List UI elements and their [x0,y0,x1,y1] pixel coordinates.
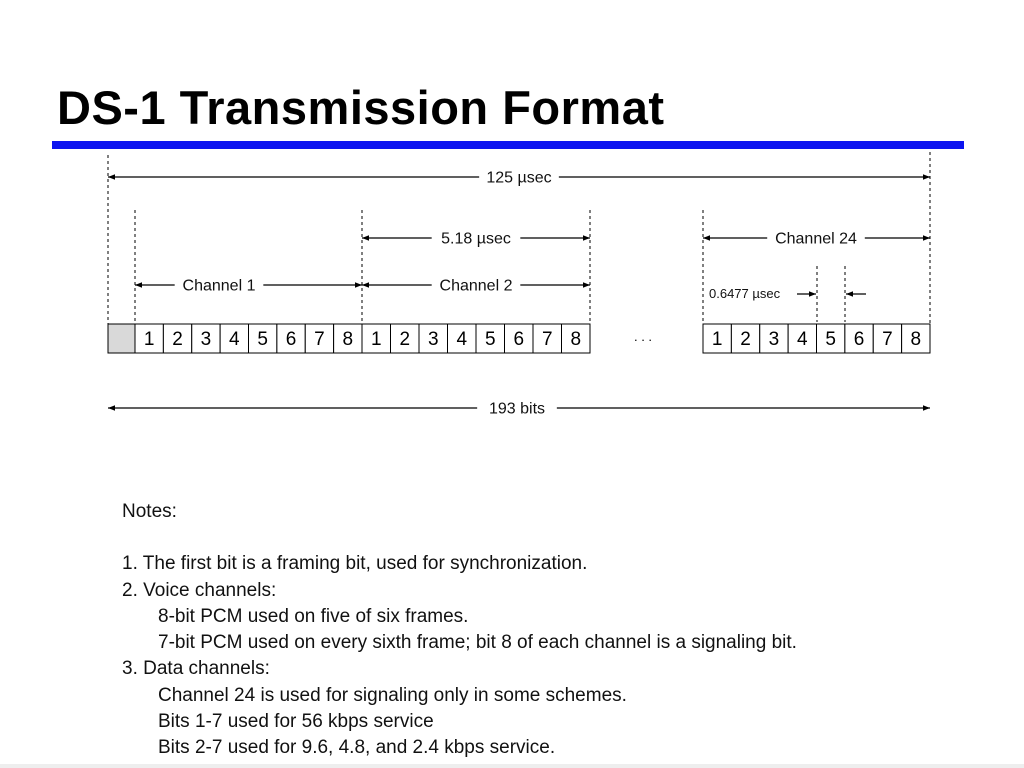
channel-24-bit-label: 1 [711,329,723,350]
channel-24-bit-label: 3 [768,329,780,350]
channel-2-bit-label: 3 [427,329,439,350]
frame-length-label: 193 bits [488,400,546,418]
channel-24-bit-label: 7 [882,329,893,350]
channel-1-bit-label: 7 [314,329,325,350]
notes-section [122,499,942,762]
note-item: 2. Voice channels: [122,579,277,601]
bit-duration-label: 0.6477 µsec [709,286,781,301]
channel-1-bit-label: 8 [342,329,354,350]
notes-spacer [122,525,942,551]
channel-2-bit-label: 1 [370,329,382,350]
note-subitem: 8-bit PCM used on five of six frames. [158,605,469,627]
note-subitem: 7-bit PCM used on every sixth frame; bit 8 of each channel is a signaling bit. [158,632,797,654]
framing-bit-box [108,324,135,353]
ellipsis: . . . [633,329,653,344]
channel-2-bit-label: 4 [456,329,468,350]
channel-2-bit-label: 7 [541,329,553,350]
channel-2-bit-label: 2 [399,329,411,350]
dimension-arrows [108,170,930,418]
note-subitem: Bits 2-7 used for 9.6, 4.8, and 2.4 kbps service. [158,737,556,759]
channel-24-bit-label: 5 [825,329,836,350]
channel-24-bit-label: 4 [797,329,808,350]
bit-cells [108,324,930,353]
footer-rule [0,764,1024,768]
channel-1-bit-label: 1 [143,329,155,350]
frame-duration-label: 125 µsec [486,169,552,187]
channel-2-bit-label: 6 [513,329,525,350]
note-subitem: Channel 24 is used for signaling only in some schemes. [158,684,627,706]
note-item: 3. Data channels: [122,658,270,680]
note-subitem: Bits 1-7 used for 56 kbps service [158,711,434,733]
channel-24-bit-label: 8 [910,329,922,350]
channel-2-label: Channel 2 [439,277,513,295]
channel-1-bit-label: 2 [172,329,183,350]
channel-1-bit-label: 4 [229,329,240,350]
channel-2-bit-label: 5 [484,329,496,350]
slide-title: DS-1 Transmission Format [57,81,665,134]
channel-24-bit-label: 2 [740,329,751,350]
channel-1-label: Channel 1 [182,277,256,295]
channel-1-bit-label: 5 [257,329,268,350]
channel-duration-label: 5.18 µsec [441,230,511,248]
channel-24-label: Channel 24 [775,230,857,248]
channel-24-bit-label: 6 [853,329,865,350]
notes-heading: Notes: [122,501,177,522]
channel-1-bit-label: 3 [200,329,212,350]
channel-1-bit-label: 6 [285,329,297,350]
channel-2-bit-label: 8 [570,329,582,350]
note-item: 1. The first bit is a framing bit, used for synchronization. [122,553,588,575]
